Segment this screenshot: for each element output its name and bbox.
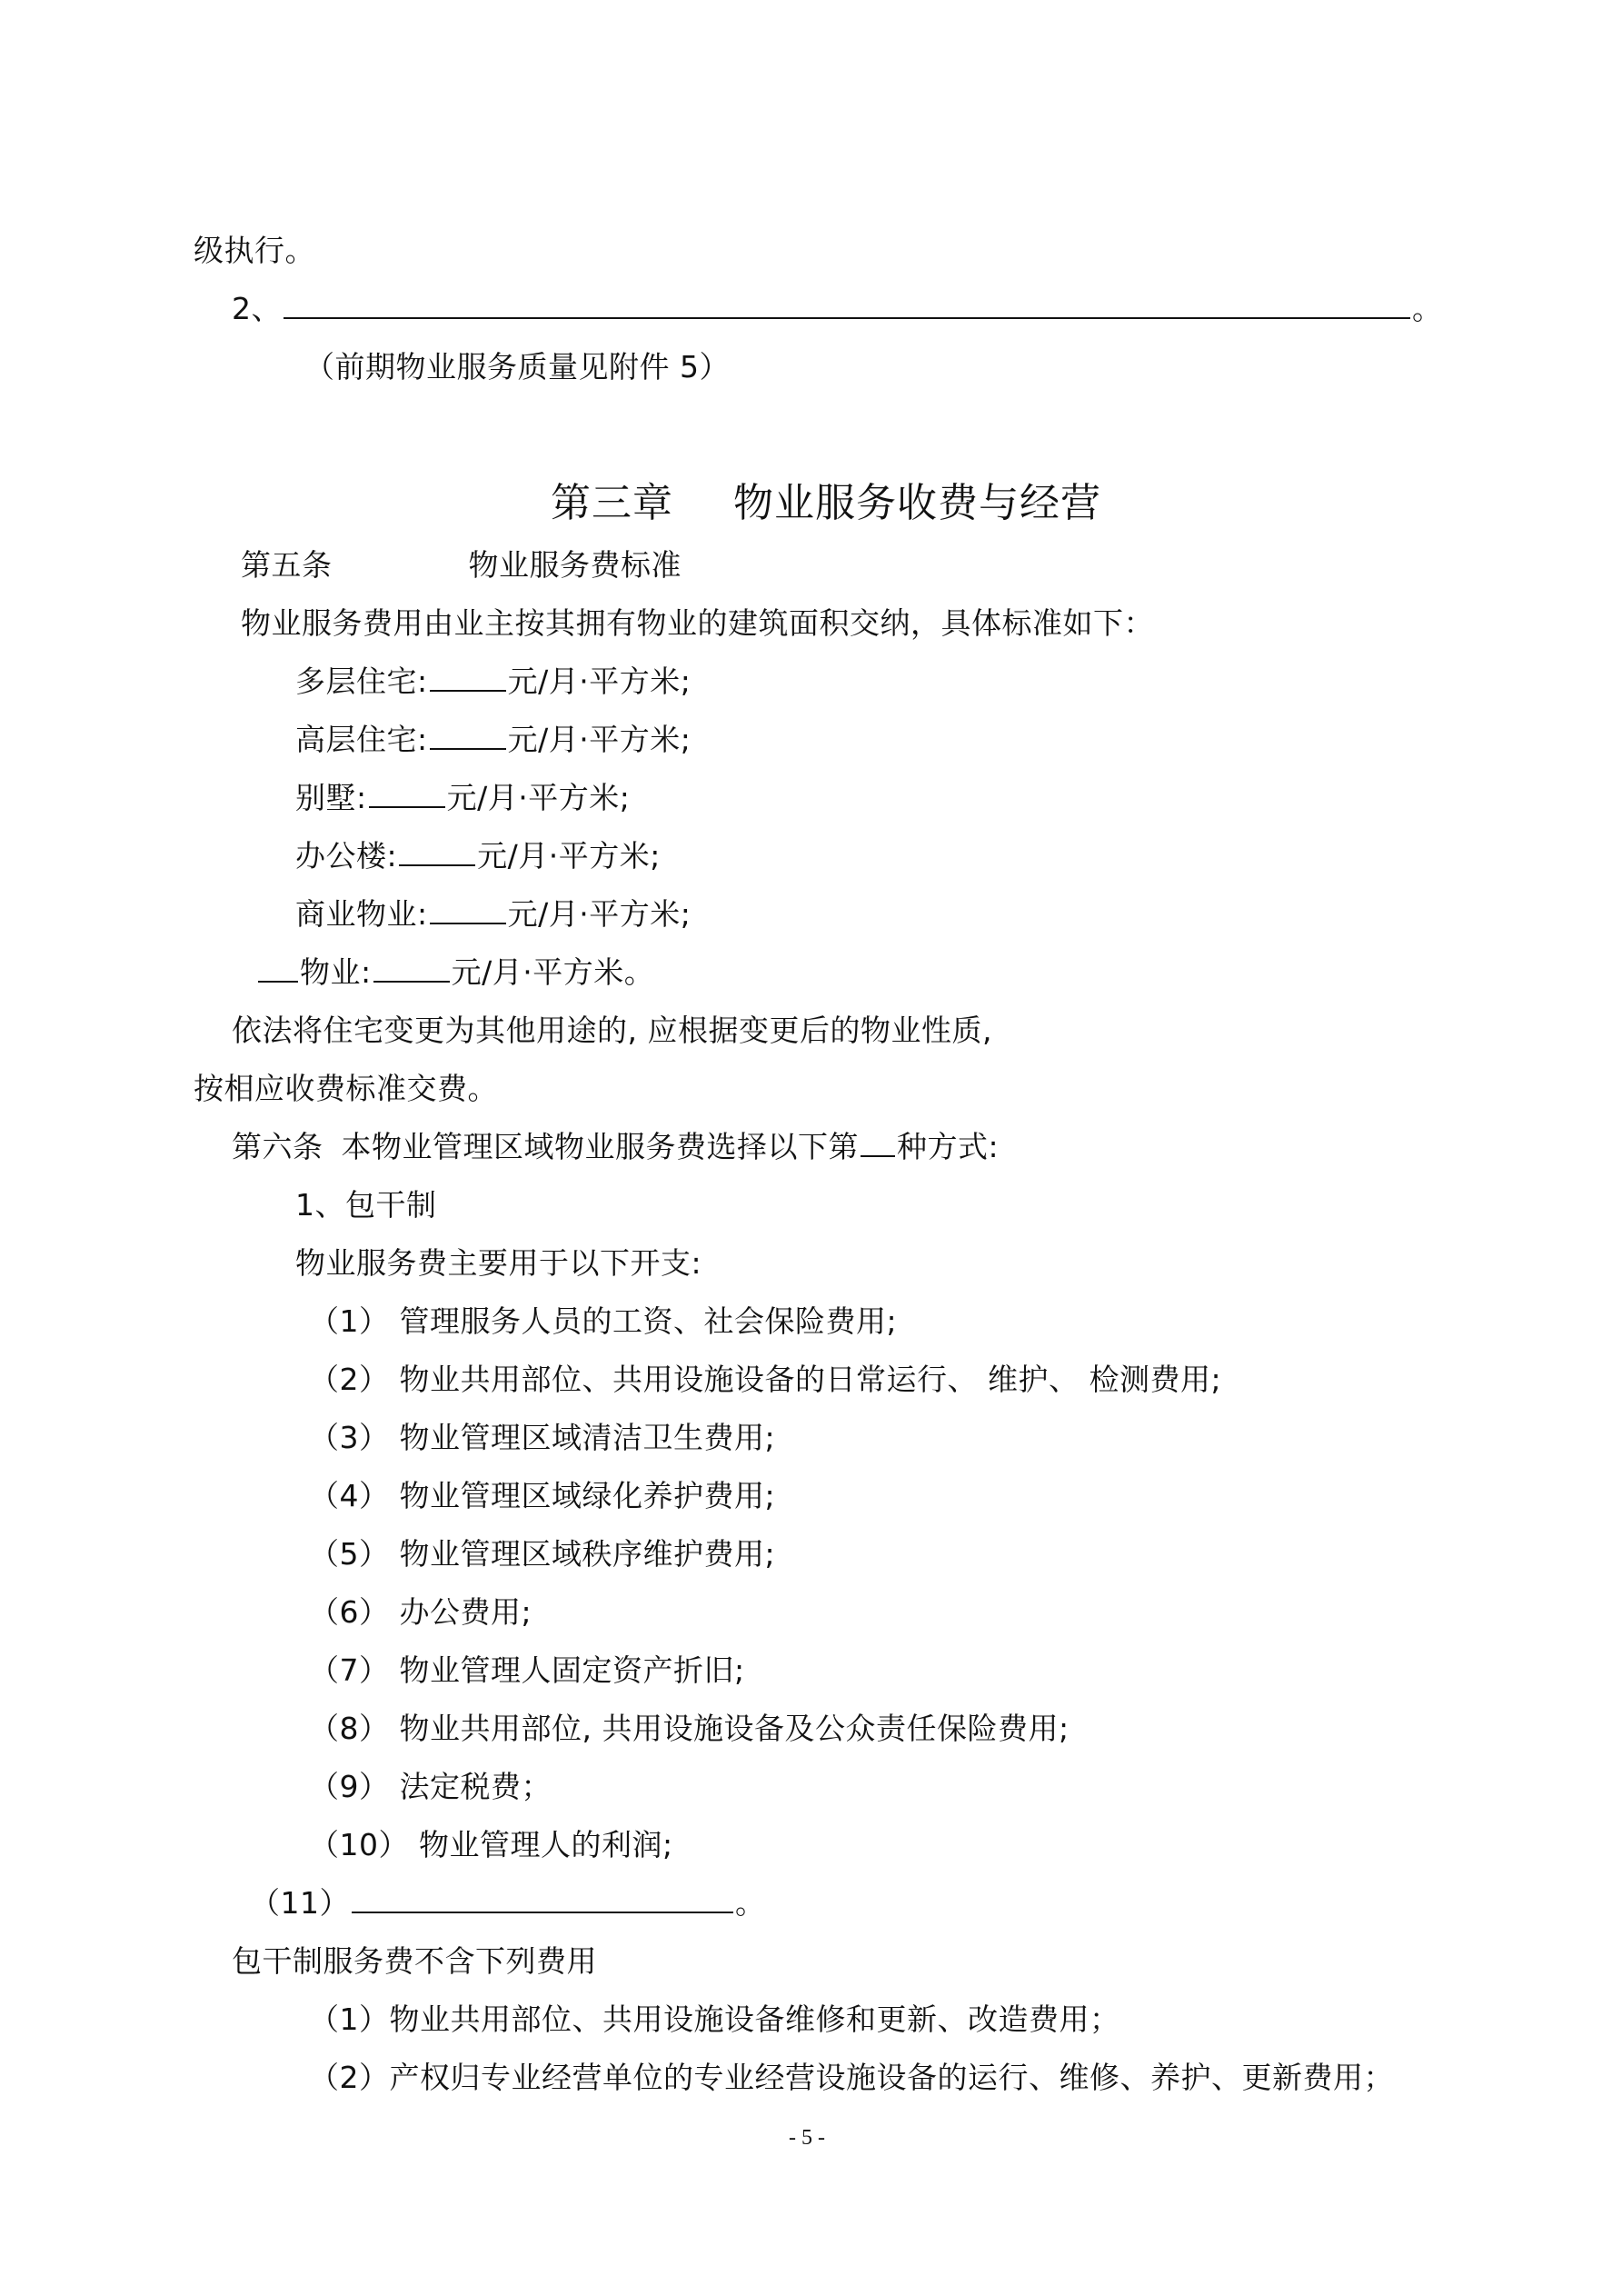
expenses-intro: 物业服务费主要用于以下开支: <box>295 1245 702 1281</box>
article-6-text-end: 种方式: <box>897 1129 1000 1164</box>
rate-line <box>295 720 691 760</box>
article-5-title: 物业服务费标准 <box>468 547 682 583</box>
rate-unit: 元/月·平方米。 <box>451 954 655 990</box>
method-blank <box>861 1128 895 1157</box>
expense-item: （10） 物业管理人的利润; <box>309 1827 673 1862</box>
page-number: - 5 - <box>789 2126 825 2150</box>
article-6-heading <box>232 1127 999 1167</box>
chapter-number: 第三章 <box>551 480 673 526</box>
change-use-line-2 <box>194 1069 498 1109</box>
rate-unit: 元/月·平方米; <box>507 896 692 932</box>
rate-unit: 元/月·平方米; <box>477 838 661 873</box>
quality-note: （前期物业服务质量见附件 5） <box>304 349 730 384</box>
rate-blank <box>430 721 506 750</box>
chapter-title: 物业服务收费与经营 <box>733 480 1101 526</box>
rate-line-other <box>256 953 654 993</box>
change-use-text: 按相应收费标准交费。 <box>194 1071 498 1106</box>
rate-type: 高层住宅: <box>295 722 428 757</box>
expense-item: （3） 物业管理区域清洁卫生费用; <box>309 1420 776 1455</box>
option-1-text: 1、包干制 <box>295 1187 437 1223</box>
rate-type: 别墅: <box>295 780 367 815</box>
rate-type: 办公楼: <box>295 838 398 873</box>
item-11-end: 。 <box>735 1885 766 1921</box>
rate-type: 多层住宅: <box>295 664 428 699</box>
exclusions-intro-line <box>232 1942 597 1982</box>
article-5-label: 第五条 <box>241 547 333 583</box>
rate-line <box>295 662 691 702</box>
expense-item: （4） 物业管理区域绿化养护费用; <box>309 1478 776 1513</box>
change-use-line-1 <box>232 1011 992 1051</box>
rate-blank <box>373 953 450 983</box>
expense-item-11 <box>250 1883 766 1923</box>
rate-type: 商业物业: <box>295 896 428 932</box>
item-11-blank <box>352 1884 733 1913</box>
expense-item: （7） 物业管理人固定资产折旧; <box>309 1652 745 1688</box>
expenses-intro-line <box>295 1243 702 1283</box>
item-11-prefix: （11） <box>250 1885 350 1921</box>
chapter-heading <box>551 478 1101 529</box>
rate-line <box>295 836 661 876</box>
rate-unit: 元/月·平方米; <box>446 780 631 815</box>
article-6-text: 本物业管理区域物业服务费选择以下第 <box>341 1129 859 1164</box>
rate-unit: 元/月·平方米; <box>507 722 692 757</box>
continuation-text: 级执行。 <box>194 233 315 268</box>
item-2-end: 。 <box>1412 291 1443 326</box>
article-5-heading <box>241 545 682 585</box>
option-1-line <box>295 1185 437 1225</box>
exclusion-item: （2）产权归专业经营单位的专业经营设施设备的运行、维修、养护、更新费用； <box>309 2060 1394 2095</box>
expense-item: （5） 物业管理区域秩序维护费用; <box>309 1536 776 1572</box>
rate-blank <box>430 895 506 924</box>
article-6-label: 第六条 <box>232 1129 323 1164</box>
article-5-intro: 物业服务费用由业主按其拥有物业的建筑面积交纳，具体标准如下： <box>241 605 1154 641</box>
expense-item: （1） 管理服务人员的工资、社会保险费用; <box>309 1303 898 1339</box>
other-type-blank <box>258 953 298 983</box>
rate-blank <box>369 779 445 808</box>
expense-item: （6） 办公费用; <box>309 1594 532 1630</box>
article-5-intro-line <box>241 604 1154 644</box>
item-2-prefix: 2、 <box>232 291 282 326</box>
expense-item: （9） 法定税费； <box>309 1769 552 1804</box>
rate-line <box>295 894 691 934</box>
rate-blank <box>399 837 475 866</box>
change-use-text: 依法将住宅变更为其他用途的, 应根据变更后的物业性质, <box>232 1013 992 1048</box>
exclusion-item: （1）物业共用部位、共用设施设备维修和更新、改造费用； <box>309 2002 1120 2037</box>
item-2-line <box>232 289 1443 329</box>
expense-item: （2） 物业共用部位、共用设施设备的日常运行、 维护、 检测费用; <box>309 1362 1222 1397</box>
rate-type: 物业: <box>300 954 372 990</box>
item-2-blank <box>284 290 1410 319</box>
rate-blank <box>430 663 506 692</box>
expense-item: （8） 物业共用部位, 共用设施设备及公众责任保险费用; <box>309 1711 1070 1746</box>
exclusions-intro: 包干制服务费不含下列费用 <box>232 1943 597 1979</box>
rate-unit: 元/月·平方米; <box>507 664 692 699</box>
rate-line <box>295 778 630 818</box>
continuation-line <box>194 231 315 271</box>
quality-note-line <box>304 347 730 387</box>
